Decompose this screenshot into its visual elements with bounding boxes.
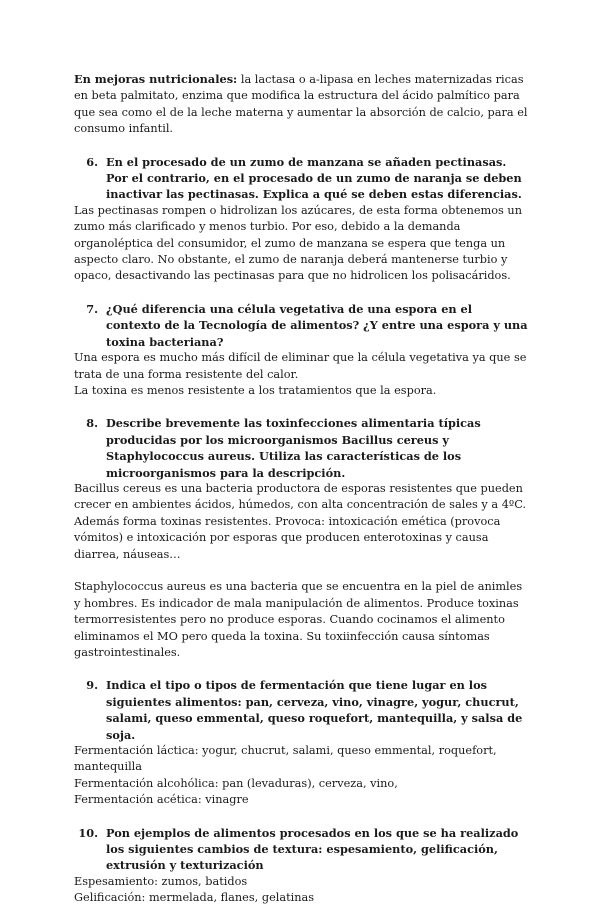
question-8 (74, 415, 530, 481)
question-number: 7. (86, 301, 98, 316)
question-number: 10. (78, 825, 98, 840)
question-9 (74, 677, 530, 743)
question-text: Indica el tipo o tipos de fermentación que tiene lugar en los siguientes alimentos: pan, cerveza, vino, vinagre, yogur, chucrut, salami, queso emmental, queso roquefort, mantequilla, y salsa de soja. (106, 678, 523, 742)
question-6 (74, 154, 530, 203)
answer-paragraph: Staphylococcus aureus es una bacteria que se encuentra en la piel de animles y hombres. Es indicador de mala manipulación de alimentos. Produce toxinas termorresistentes pero no produce esporas. Cuando cocinamos el alimento eliminamos el MO pero queda la toxina. Su toxiinfección causa síntomas gastrointestinales. (74, 580, 523, 659)
answer-line: Gelificación: mermelada, flanes, gelatinas (74, 891, 315, 905)
answer-paragraph: Bacillus cereus es una bacteria productora de esporas resistentes que pueden crecer en ambientes ácidos, húmedos, con alta concentración de sales y a 4ºC. Además forma toxinas resistentes. Provoca: intoxicación emética (provoca vómitos) e intoxicación por esporas que producen enterotoxinas y causa diarrea, náuseas… (74, 481, 527, 561)
intro-text: la lactasa o a-lipasa en leches maternizadas ricas en beta palmitato, enzima que modifica la estructura del ácido palmítico para que sea como el de la leche materna y aumentar la absorción de calcio, para el consumo infantil. (74, 73, 528, 136)
answer-9 (74, 743, 530, 809)
question-10 (74, 825, 530, 874)
question-text: En el procesado de un zumo de manzana se añaden pectinasas. Por el contrario, en el procesado de un zumo de naranja se deben inactivar las pectinasas. Explica a qué se deben estas diferencias. (106, 154, 522, 202)
document-page (74, 71, 530, 907)
answer-line: Fermentación alcohólica: pan (levaduras), cerveza, vino, (74, 776, 398, 790)
answer-7 (74, 350, 530, 399)
answer-10 (74, 874, 530, 907)
question-text: Describe brevemente las toxinfecciones alimentaria típicas producidas por los microorganismos Bacillus cereus y Staphylococcus aureus. Utiliza las características de los microorganismos para la descripción. (106, 416, 481, 480)
answer-paragraph: La toxina es menos resistente a los tratamientos que la espora. (74, 383, 437, 397)
question-number: 8. (86, 416, 98, 431)
question-number: 6. (86, 154, 98, 169)
answer-line: Espesamiento: zumos, batidos (74, 874, 248, 888)
answer-paragraph: Las pectinasas rompen o hidrolizan los azúcares, de esta forma obtenemos un zumo más clarificado y menos turbio. Por eso, debido a la demanda organoléptica del consumidor, el zumo de manzana se espera que tenga un aspecto claro. No obstante, el zumo de naranja deberá mantenerse turbio y opaco, desactivando las pectinasas para que no hidrolicen los polisacáridos. (74, 203, 522, 283)
answer-paragraph: Una espora es mucho más difícil de eliminar que la célula vegetativa ya que se trata de una forma resistente del calor. (74, 351, 527, 381)
question-7 (74, 301, 530, 350)
answer-6 (74, 203, 530, 285)
intro-label: En mejoras nutricionales: (74, 72, 238, 86)
answer-8 (74, 481, 530, 661)
question-text: Pon ejemplos de alimentos procesados en los que se ha realizado los siguientes cambios de textura: espesamiento, gelificación, extrusión y texturización (106, 825, 519, 873)
answer-line: Fermentación acética: vinagre (74, 793, 249, 807)
question-text: ¿Qué diferencia una célula vegetativa de una espora en el contexto de la Tecnología de alimentos? ¿Y entre una espora y una toxina bacteriana? (106, 301, 528, 349)
intro-paragraph (74, 71, 530, 138)
question-number: 9. (86, 678, 98, 693)
paragraph-gap (74, 563, 530, 579)
answer-line: Fermentación láctica: yogur, chucrut, salami, queso emmental, roquefort, mantequilla (74, 744, 497, 774)
